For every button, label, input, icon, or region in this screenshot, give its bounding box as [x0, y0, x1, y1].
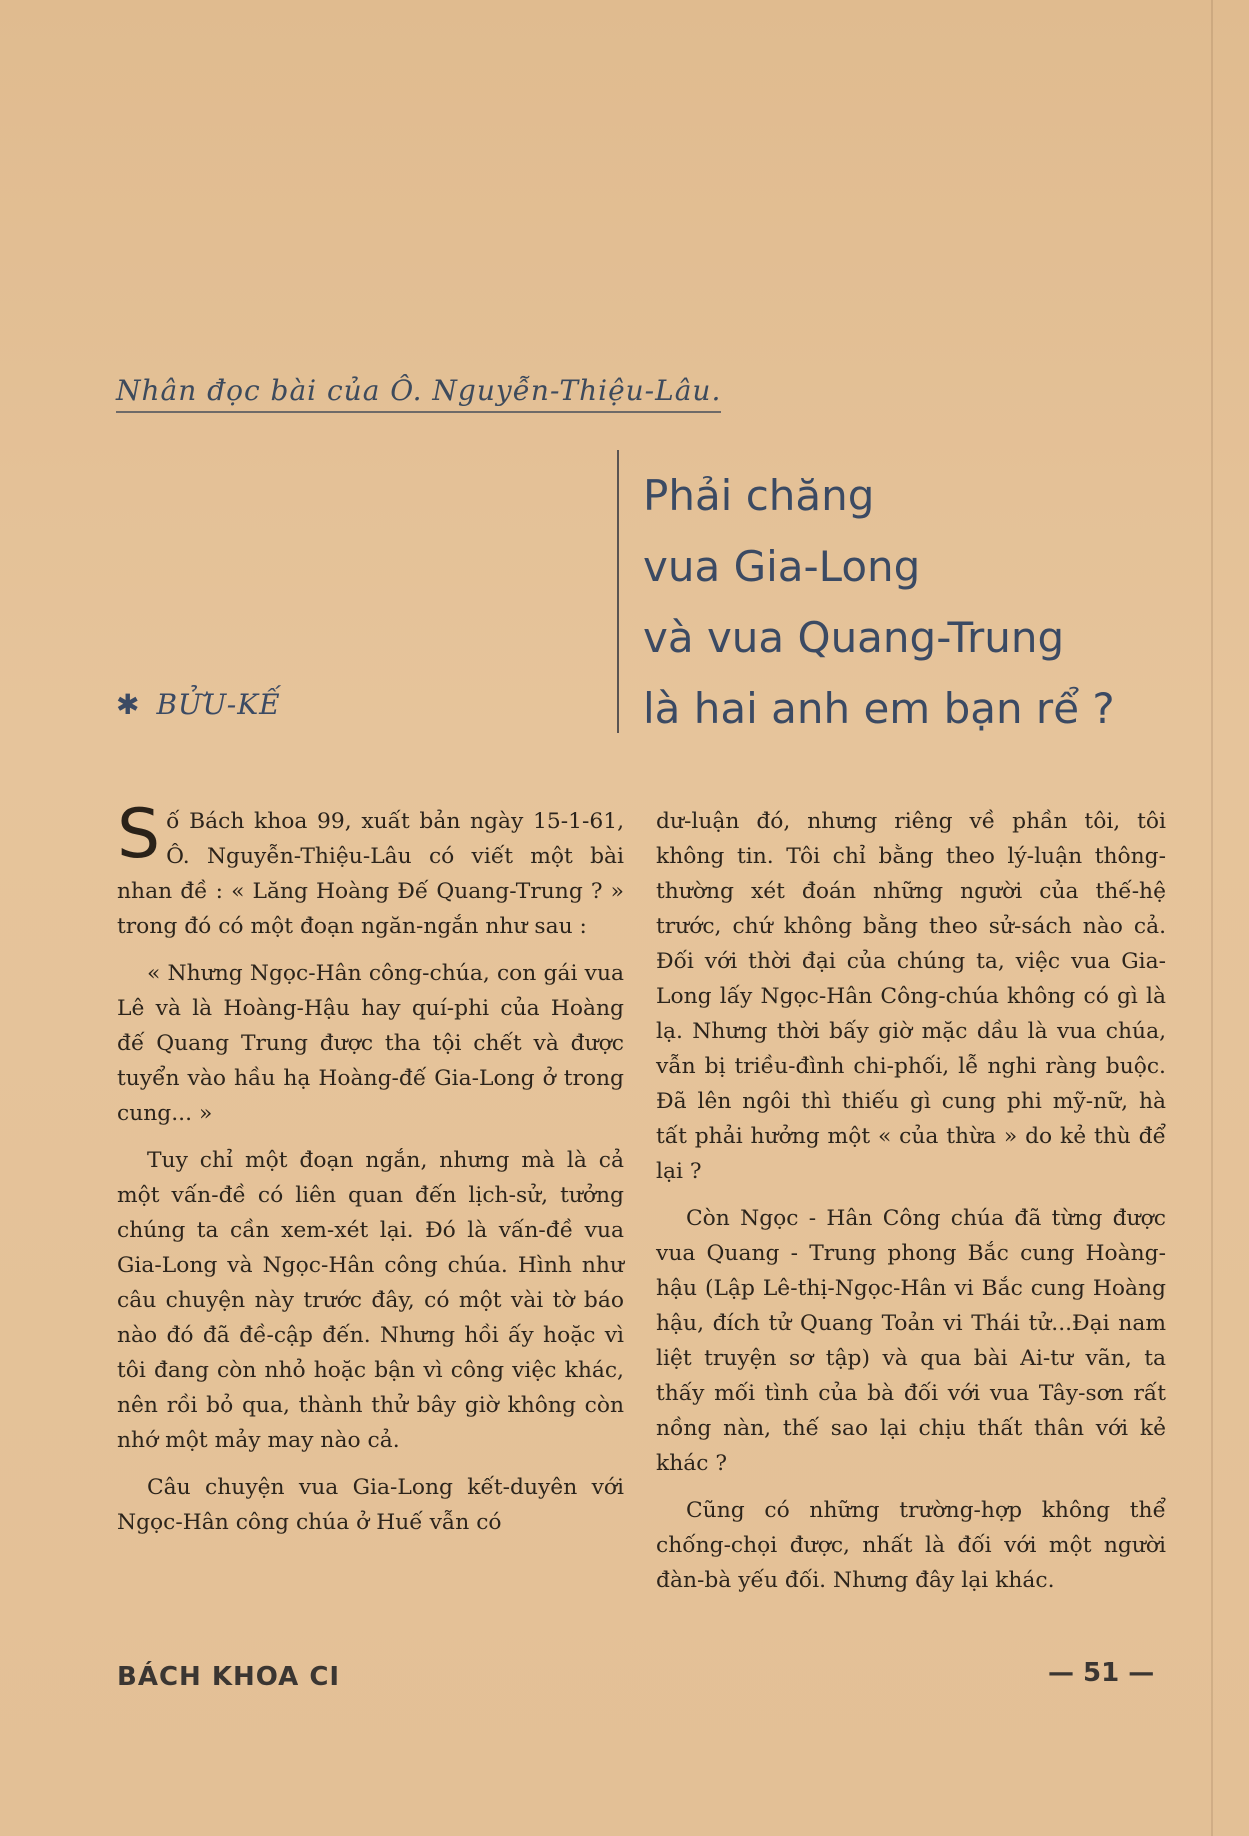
page-fold-shadow — [1211, 0, 1213, 1836]
title-line: Phải chăng — [643, 471, 875, 520]
page-number: — 51 — — [1048, 1658, 1155, 1688]
kicker-line: Nhân đọc bài của Ô. Nguyễn-Thiệu-Lâu. — [116, 374, 721, 413]
title-line: là hai anh em bạn rể ? — [643, 684, 1115, 733]
title-line: và vua Quang-Trung — [643, 613, 1065, 662]
paragraph: Còn Ngọc - Hân Công chúa đã từng được vua Quang - Trung phong Bắc cung Hoàng-hậu (Lập Lê-thị-Ngọc-Hân vi Bắc cung Hoàng hậu, đích tử Quang Toản vi Thái tử...Đại nam liệt truyện sơ tập) và qua bài Ai-tư vãn, ta thấy mối tình của bà đối với vua Tây-sơn rất nồng nàn, thế sao lại chịu thất thân với kẻ khác ? — [656, 1206, 1166, 1476]
paragraph: Số Bách khoa 99, xuất bản ngày 15-1-61, Ô. Nguyễn-Thiệu-Lâu có viết một bài nhan đề : « Lăng Hoàng Đế Quang-Trung ? » trong đó có một đoạn ngăn-ngắn như sau : — [117, 795, 624, 939]
article-title — [643, 460, 1203, 744]
author-star-icon: ✱ — [116, 688, 141, 721]
publication-name: BÁCH KHOA CI — [117, 1662, 341, 1692]
author-byline — [116, 688, 281, 721]
paragraph: Cũng có những trường-hợp không thể chống-chọi được, nhất là đối với một người đàn-bà yếu đối. Nhưng đây lại khác. — [656, 1498, 1166, 1593]
paragraph: dư-luận đó, nhưng riêng về phần tôi, tôi không tin. Tôi chỉ bằng theo lý-luận thông-thường xét đoán những người của thế-hệ trước, chứ không bằng theo sử-sách nào cả. Đối với thời đại của chúng ta, việc vua Gia-Long lấy Ngọc-Hân Công-chúa không có gì là lạ. Nhưng thời bấy giờ mặc dầu là vua chúa, vẫn bị triều-đình chi-phối, lễ nghi ràng buộc. Đã lên ngôi thì thiếu gì cung phi mỹ-nữ, hà tất phải hưởng một « của thừa » do kẻ thù để lại ? — [656, 809, 1166, 1184]
author-name: BỬU-KẾ — [156, 688, 281, 721]
right-column — [656, 804, 1166, 1610]
title-line: vua Gia-Long — [643, 542, 921, 591]
title-divider — [617, 450, 619, 733]
paragraph: Tuy chỉ một đoạn ngắn, nhưng mà là cả một vấn-đề có liên quan đến lịch-sử, tưởng chúng ta cần xem-xét lại. Đó là vấn-đề vua Gia-Long và Ngọc-Hân công chúa. Hình như câu chuyện này trước đây, có một vài tờ báo nào đó đã đề-cập đến. Nhưng hồi ấy hoặc vì tôi đang còn nhỏ hoặc bận vì công việc khác, nên rồi bỏ qua, thành thử bây giờ không còn nhớ một mảy may nào cả. — [117, 1148, 624, 1453]
drop-cap: S — [117, 795, 161, 874]
quote-paragraph: « Nhưng Ngọc-Hân công-chúa, con gái vua Lê và là Hoàng-Hậu hay quí-phi của Hoàng đế Quang Trung được tha tội chết và được tuyển vào hầu hạ Hoàng-đế Gia-Long ở trong cung... » — [117, 961, 624, 1126]
left-column — [117, 795, 624, 1552]
paragraph: Câu chuyện vua Gia-Long kết-duyên với Ngọc-Hân công chúa ở Huế vẫn có — [117, 1475, 624, 1535]
